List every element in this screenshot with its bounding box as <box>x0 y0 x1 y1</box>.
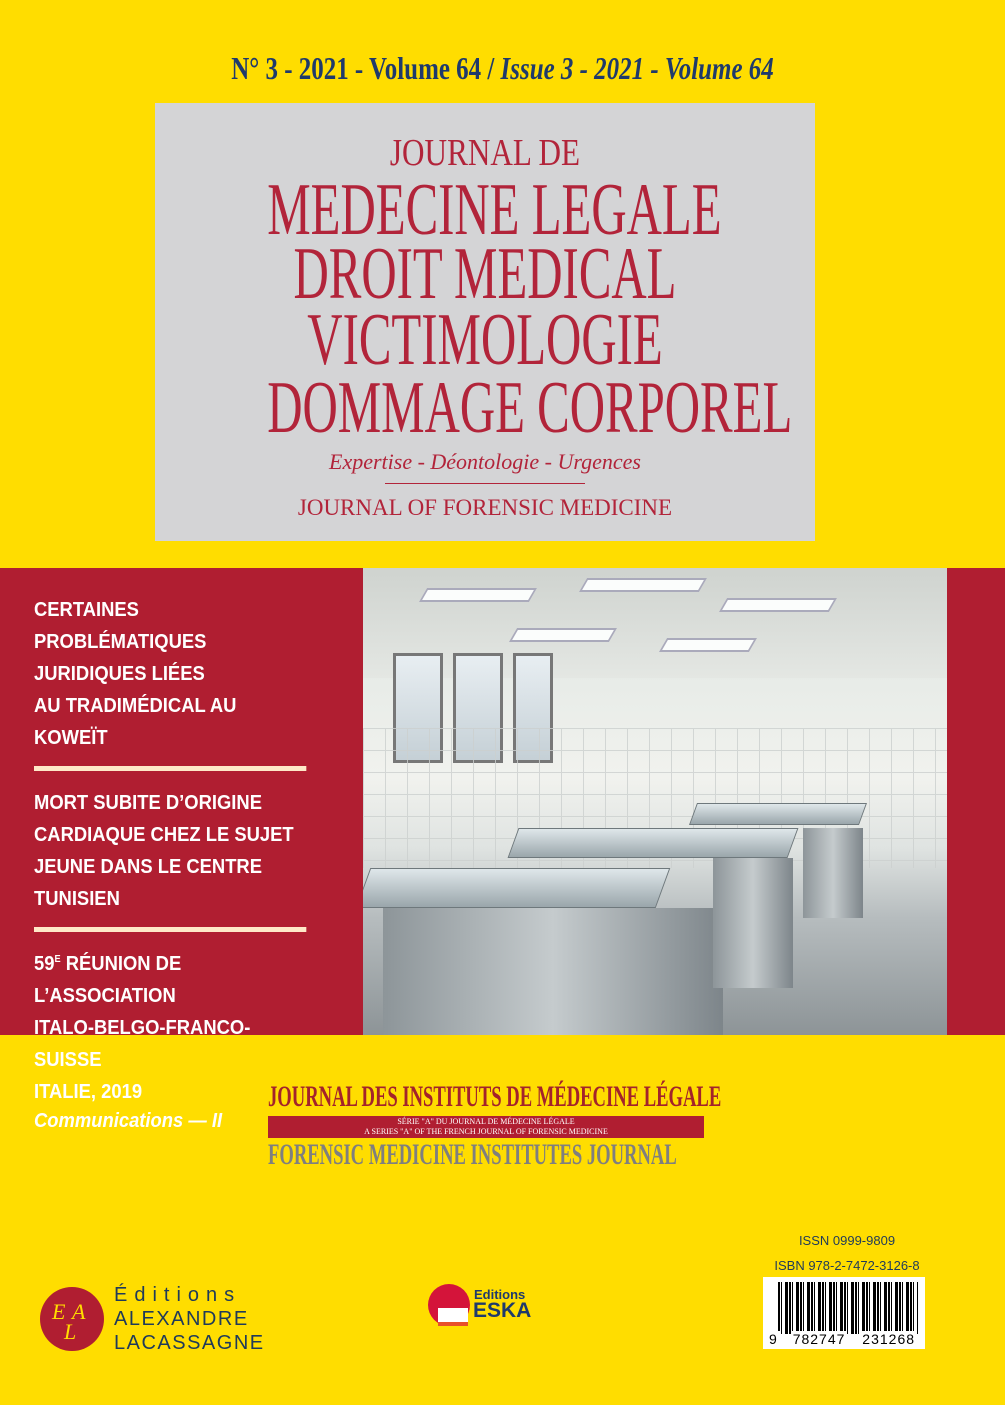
series-banner <box>268 1080 722 1172</box>
publisher-line: ALEXANDRE <box>114 1308 249 1330</box>
autopsy-table <box>363 868 670 908</box>
title-line: MEDECINE LEGALE <box>267 169 722 251</box>
topic-line: CERTAINES PROBLÉMATIQUES <box>34 599 207 653</box>
ceiling-light <box>509 628 617 642</box>
ceiling-light <box>719 598 837 612</box>
topic-number: 59 <box>34 953 55 975</box>
topic-line-italic: Communications — II <box>34 1110 223 1132</box>
table-base <box>383 908 723 1035</box>
series-subtitle-en: A SERIES "A" OF THE FRENCH JOURNAL OF FORENSIC MEDICINE <box>364 1127 608 1136</box>
barcode-digit-group: 782747 <box>792 1331 846 1347</box>
topic-item <box>34 787 310 915</box>
series-title: JOURNAL DES INSTITUTS DE MÉDECINE LÉGALE <box>268 1080 722 1113</box>
ceiling-light <box>659 638 757 652</box>
title-line: DROIT MEDICAL <box>293 233 677 315</box>
publisher-line: LACASSAGNE <box>114 1332 265 1354</box>
topics-list <box>34 594 310 1140</box>
divider <box>34 927 306 932</box>
topic-line: ITALIE, 2019 <box>34 1081 143 1103</box>
publisher-lacassagne <box>114 1283 265 1355</box>
topic-line <box>34 948 310 1012</box>
barcode-digit-group: 9 <box>769 1331 778 1347</box>
series-english-title: FORENSIC MEDICINE INSTITUTES JOURNAL <box>268 1138 677 1171</box>
topic-line: ITALO-BELGO-FRANCO-SUISSE <box>34 1017 251 1071</box>
table-base <box>713 858 793 988</box>
topic-item <box>34 594 310 754</box>
ceiling-light <box>579 578 707 592</box>
eska-line2: ESKA <box>473 1299 532 1322</box>
series-subtitle-fr: SÉRIE "A" DU JOURNAL DE MÉDECINE LÉGALE <box>397 1117 575 1126</box>
title-line: VICTIMOLOGIE <box>307 299 663 381</box>
topic-line: JURIDIQUES LIÉES <box>34 663 205 685</box>
publisher-line: Éditions <box>114 1284 242 1306</box>
title-subtitle: Expertise - Déontologie - Urgences <box>329 449 641 474</box>
isbn: ISBN 978-2-7472-3126-8 <box>774 1258 920 1273</box>
autopsy-room-photo <box>363 568 947 1035</box>
barcode <box>763 1277 925 1349</box>
divider <box>34 766 306 771</box>
barcode-bars <box>778 1282 918 1334</box>
autopsy-table <box>508 828 799 858</box>
issue-en: Issue 3 - 2021 - Volume 64 <box>500 50 774 86</box>
eal-logo: E A L <box>40 1287 104 1351</box>
topic-line: MORT SUBITE D’ORIGINE <box>34 792 262 814</box>
title-line: DOMMAGE CORPOREL <box>267 367 793 449</box>
issue-fr: N° 3 - 2021 - Volume 64 / <box>231 50 495 86</box>
title-panel <box>155 103 815 541</box>
table-base <box>803 828 863 918</box>
series-bar <box>268 1116 704 1138</box>
open-book-icon <box>438 1308 468 1326</box>
eska-line1: Editions <box>474 1287 526 1302</box>
barcode-digits <box>763 1331 925 1347</box>
issue-line <box>111 50 895 87</box>
topic-line: CARDIAQUE CHEZ LE SUJET <box>34 824 294 846</box>
ceiling-light <box>419 588 537 602</box>
topic-superscript: E <box>54 954 61 965</box>
divider <box>385 483 585 484</box>
autopsy-table <box>689 803 867 825</box>
title-prefix: JOURNAL DE <box>389 132 581 174</box>
topic-line: AU TRADIMÉDICAL AU KOWEÏT <box>34 695 237 749</box>
issn: ISSN 0999-9809 <box>798 1233 896 1248</box>
topic-line: JEUNE DANS LE CENTRE <box>34 856 262 878</box>
title-english: JOURNAL OF FORENSIC MEDICINE <box>297 495 673 520</box>
topic-text: RÉUNION DE L’ASSOCIATION <box>34 953 182 1007</box>
barcode-digit-group: 231268 <box>862 1331 916 1347</box>
topic-line: TUNISIEN <box>34 888 120 910</box>
